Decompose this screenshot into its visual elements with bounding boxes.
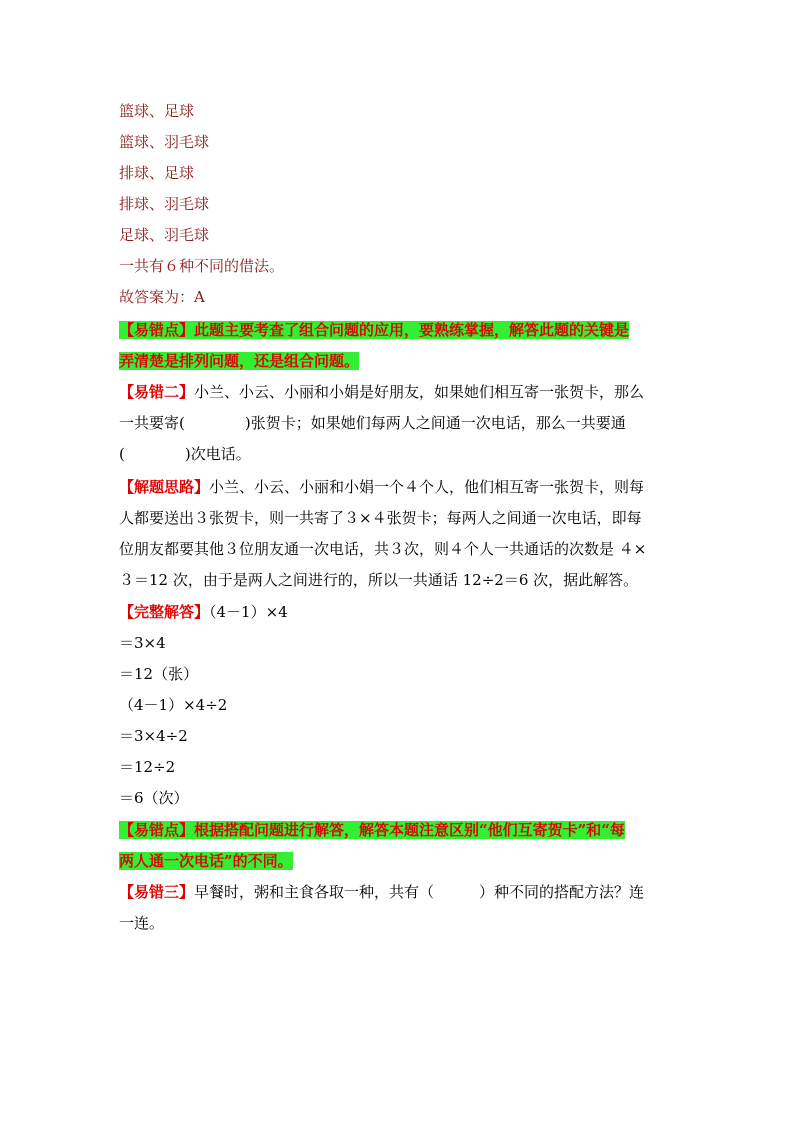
mistake-note-2 — [119, 815, 676, 846]
answer-step: ＝3×4÷2 — [119, 727, 188, 745]
solution-idea-cont: 人都要送出３张贺卡，则一共寄了３×４张贺卡；每两人之间通一次电话，即每 — [119, 509, 642, 527]
question-text: 小兰、小云、小丽和小娟是好朋友，如果她们相互寄一张贺卡，那么 — [194, 383, 645, 401]
text-line: 排球、羽毛球 — [119, 195, 210, 213]
note-tag: 【易错点】 — [119, 321, 195, 339]
solution-idea-cont: 位朋友都要其他３位朋友通一次电话，共３次，则４个人一共通话的次数是 ４× — [119, 540, 647, 558]
answer-step: ＝6（次） — [119, 789, 189, 807]
question-tag: 【易错三】 — [119, 883, 195, 901]
text-line: 篮球、足球 — [119, 102, 195, 120]
question-2-cont: ( )次电话。 — [119, 445, 251, 463]
idea-tag: 【解题思路】 — [119, 478, 210, 496]
note-text: 弄清楚是排列问题，还是组合问题。 — [119, 352, 360, 370]
note-text: 根据搭配问题进行解答，解答本题注意区别“他们互寄贺卡”和“每 — [194, 821, 625, 839]
full-answer — [119, 597, 676, 628]
question-3-cont: 一连。 — [119, 914, 165, 932]
text-line: 篮球、羽毛球 — [119, 133, 210, 151]
answer-tag: 【完整解答】 — [119, 603, 210, 621]
answer-step: （4－1）×4÷2 — [119, 696, 228, 714]
solution-idea-cont: ３＝12 次，由于是两人之间进行的，所以一共通话 12÷2＝6 次，据此解答。 — [119, 571, 639, 589]
text-line: 足球、羽毛球 — [119, 226, 210, 244]
question-2-cont: 一共要寄( )张贺卡；如果她们每两人之间通一次电话，那么一共要通 — [119, 414, 626, 432]
answer-text: （4－1）×4 — [209, 603, 288, 621]
highlight — [119, 852, 293, 870]
mistake-note-1 — [119, 315, 676, 346]
mistake-note-2-cont — [119, 846, 676, 877]
question-2 — [119, 377, 676, 408]
solution-idea — [119, 472, 676, 503]
mistake-note-1-cont — [119, 346, 676, 377]
answer-step: ＝3×4 — [119, 634, 166, 652]
note-text: 此题主要考查了组合问题的应用，要熟练掌握，解答此题的关键是 — [194, 321, 630, 339]
note-text: 两人通一次电话”的不同。 — [119, 852, 293, 870]
answer-line: 故答案为：A — [119, 288, 205, 306]
question-3 — [119, 877, 676, 908]
idea-text: 小兰、小云、小丽和小娟一个４个人，他们相互寄一张贺卡，则每 — [209, 478, 645, 496]
question-tag: 【易错二】 — [119, 383, 195, 401]
text-line: 一共有６种不同的借法。 — [119, 257, 285, 275]
answer-step: ＝12（张） — [119, 665, 199, 683]
highlight — [119, 321, 629, 339]
text-line: 排球、足球 — [119, 164, 195, 182]
highlight — [119, 821, 625, 839]
answer-step: ＝12÷2 — [119, 758, 176, 776]
highlight — [119, 352, 359, 370]
note-tag: 【易错点】 — [119, 821, 195, 839]
question-text: 早餐时，粥和主食各取一种，共有（ ）种不同的搭配方法？连 — [194, 883, 645, 901]
